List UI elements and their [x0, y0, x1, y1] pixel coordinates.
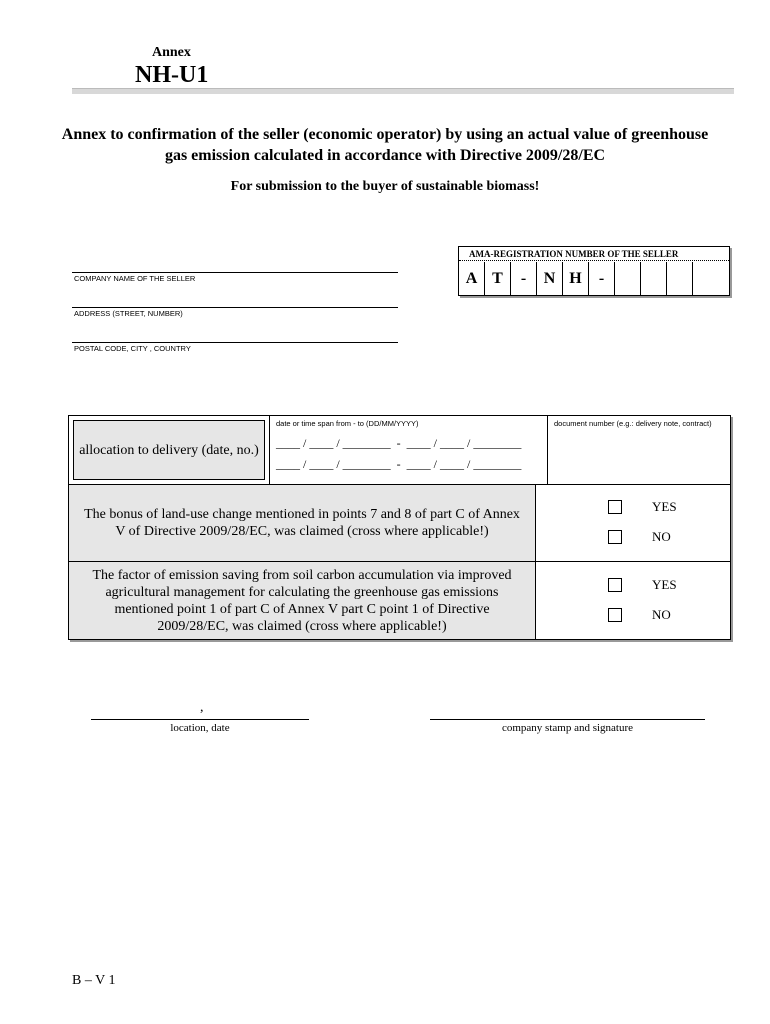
date-span-line-1[interactable]: ____ / ____ / ________ - ____ / ____ / ________: [276, 436, 522, 450]
address-field[interactable]: [72, 307, 398, 308]
reg-cell[interactable]: H: [563, 262, 589, 295]
bonus-no-option[interactable]: [608, 529, 671, 545]
reg-cell[interactable]: [641, 262, 667, 295]
soil-no-checkbox[interactable]: [608, 608, 622, 622]
annex-code: NH-U1: [135, 62, 209, 88]
reg-cell[interactable]: A: [459, 262, 485, 295]
postal-field[interactable]: [72, 342, 398, 343]
soil-text: The factor of emission saving from soil carbon accumulation via improved agricultural management for calculating the greenhouse gas emissions mentioned point 1 of part C of Annex V part C point 1 of Directive 2009/28/EC, was claimed (cross where applicable!): [69, 562, 536, 639]
bonus-text: The bonus of land-use change mentioned in points 7 and 8 of part C of Annex V of Directive 2009/28/EC, was claimed (cross where applicable!): [69, 485, 536, 561]
allocation-row: [69, 416, 730, 485]
document-title: Annex to confirmation of the seller (economic operator) by using an actual value of greenhouse gas emission calculated in accordance with Directive 2009/28/EC: [61, 126, 709, 164]
date-span-header: date or time span from - to (DD/MM/YYYY): [276, 419, 419, 428]
soil-yes-label: YES: [652, 577, 677, 592]
reg-cell[interactable]: T: [485, 262, 511, 295]
reg-cell[interactable]: -: [511, 262, 537, 295]
signature-field[interactable]: [430, 719, 705, 720]
bonus-yes-checkbox[interactable]: [608, 500, 622, 514]
company-name-label: COMPANY NAME OF THE SELLER: [74, 274, 196, 283]
location-date-field[interactable]: [91, 719, 309, 720]
bonus-no-label: NO: [652, 529, 671, 544]
header-rule: [72, 88, 734, 94]
document-number-header: document number (e.g.: delivery note, contract): [554, 419, 712, 428]
registration-cells: [459, 262, 719, 295]
bonus-no-checkbox[interactable]: [608, 530, 622, 544]
postal-label: POSTAL CODE, CITY , COUNTRY: [74, 344, 191, 353]
date-span-line-2[interactable]: ____ / ____ / ________ - ____ / ____ / ________: [276, 457, 522, 471]
bonus-yes-label: YES: [652, 499, 677, 514]
address-label: ADDRESS (STREET, NUMBER): [74, 309, 183, 318]
location-comma: ,: [200, 700, 204, 715]
signature-label: company stamp and signature: [501, 722, 634, 734]
soil-row: [69, 562, 730, 639]
date-span-cell[interactable]: [269, 416, 548, 484]
annex-label: Annex: [152, 45, 191, 60]
declaration-table: [68, 415, 731, 640]
soil-yes-option[interactable]: [608, 577, 677, 593]
company-name-field[interactable]: [72, 272, 398, 273]
soil-no-label: NO: [652, 607, 671, 622]
soil-no-option[interactable]: [608, 607, 671, 623]
document-subtitle: For submission to the buyer of sustainable biomass!: [230, 179, 540, 194]
reg-cell[interactable]: [615, 262, 641, 295]
bonus-row: [69, 485, 730, 562]
location-date-label: location, date: [170, 722, 230, 734]
bonus-options: [536, 485, 730, 561]
reg-cell[interactable]: [667, 262, 693, 295]
registration-title: AMA-REGISTRATION NUMBER OF THE SELLER: [459, 247, 729, 261]
reg-cell[interactable]: [693, 262, 719, 295]
document-number-cell[interactable]: [548, 416, 730, 484]
page-footer: B – V 1: [72, 973, 116, 988]
reg-cell[interactable]: -: [589, 262, 615, 295]
soil-yes-checkbox[interactable]: [608, 578, 622, 592]
bonus-yes-option[interactable]: [608, 499, 677, 515]
registration-number-box: [458, 246, 730, 296]
soil-options: [536, 562, 730, 639]
reg-cell[interactable]: N: [537, 262, 563, 295]
allocation-label: allocation to delivery (date, no.): [73, 420, 265, 480]
